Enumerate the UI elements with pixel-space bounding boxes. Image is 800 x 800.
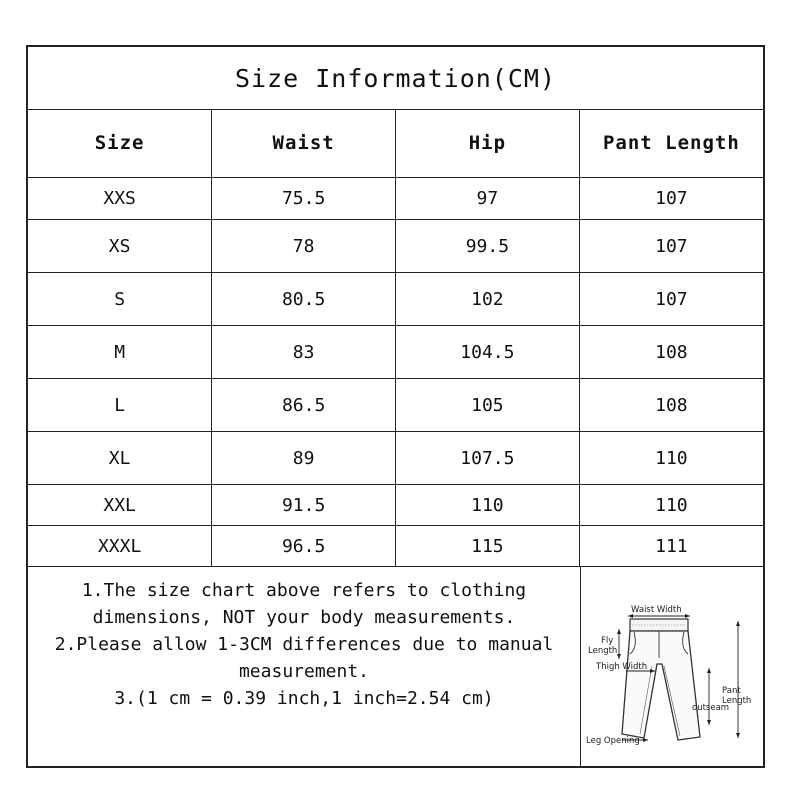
label-thigh-width: Thigh Width <box>596 662 648 672</box>
size-chart <box>26 45 765 768</box>
cell-size: XS <box>28 220 212 273</box>
note-line: dimensions, NOT your body measurements. <box>92 607 516 628</box>
cell-pant-length: 108 <box>579 326 763 379</box>
cell-waist: 83 <box>212 326 396 379</box>
cell-waist: 78 <box>212 220 396 273</box>
label-pant-length: Length <box>722 696 752 706</box>
page-title: Size Information(CM) <box>28 47 763 110</box>
size-table <box>28 109 763 567</box>
table-row <box>28 485 763 526</box>
header-size: Size <box>28 109 212 178</box>
cell-hip: 99.5 <box>396 220 580 273</box>
header-pant-length: Pant Length <box>579 109 763 178</box>
cell-pant-length: 107 <box>579 273 763 326</box>
pants-illustration <box>582 566 765 768</box>
cell-size: XXL <box>28 485 212 526</box>
label-waist-width: Waist Width <box>631 605 682 615</box>
label-fly: Fly <box>601 636 614 646</box>
cell-waist: 86.5 <box>212 379 396 432</box>
label-outseam: outseam <box>692 703 730 713</box>
cell-hip: 105 <box>396 379 580 432</box>
cell-pant-length: 110 <box>579 432 763 485</box>
table-row <box>28 178 763 220</box>
cell-pant-length: 111 <box>579 526 763 567</box>
table-row <box>28 432 763 485</box>
table-row <box>28 379 763 432</box>
cell-pant-length: 108 <box>579 379 763 432</box>
table-row <box>28 220 763 273</box>
header-hip: Hip <box>396 109 580 178</box>
cell-size: XXS <box>28 178 212 220</box>
header-waist: Waist <box>212 109 396 178</box>
label-pant: Pant <box>722 686 741 696</box>
cell-size: M <box>28 326 212 379</box>
cell-pant-length: 110 <box>579 485 763 526</box>
table-header-row <box>28 109 763 178</box>
label-leg-opening: Leg Opening <box>586 736 640 746</box>
note-line: 2.Please allow 1-3CM differences due to manual <box>54 634 554 655</box>
label-fly-length: Length <box>588 646 618 656</box>
cell-waist: 96.5 <box>212 526 396 567</box>
cell-hip: 110 <box>396 485 580 526</box>
table-row <box>28 526 763 567</box>
table-row <box>28 326 763 379</box>
cell-pant-length: 107 <box>579 178 763 220</box>
cell-waist: 75.5 <box>212 178 396 220</box>
note-line: 1.The size chart above refers to clothing <box>81 580 527 601</box>
cell-waist: 91.5 <box>212 485 396 526</box>
cell-hip: 115 <box>396 526 580 567</box>
note-line: 3.(1 cm = 0.39 inch,1 inch=2.54 cm) <box>114 688 494 709</box>
cell-pant-length: 107 <box>579 220 763 273</box>
size-notes <box>28 566 581 768</box>
cell-hip: 107.5 <box>396 432 580 485</box>
pants-measurement-diagram <box>582 566 765 768</box>
cell-size: XXXL <box>28 526 212 567</box>
table-row <box>28 273 763 326</box>
cell-hip: 97 <box>396 178 580 220</box>
cell-hip: 104.5 <box>396 326 580 379</box>
cell-size: L <box>28 379 212 432</box>
cell-size: S <box>28 273 212 326</box>
cell-hip: 102 <box>396 273 580 326</box>
cell-size: XL <box>28 432 212 485</box>
note-line: measurement. <box>238 661 370 682</box>
cell-waist: 89 <box>212 432 396 485</box>
cell-waist: 80.5 <box>212 273 396 326</box>
